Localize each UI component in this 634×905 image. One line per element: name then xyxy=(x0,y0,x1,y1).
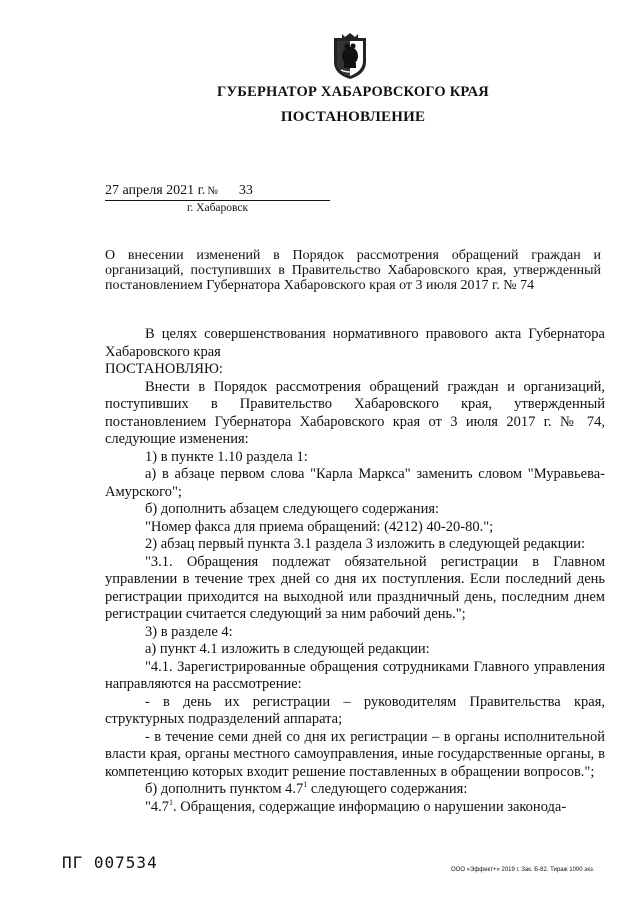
paragraph-13: б) дополнить пунктом $4.7^1$ следующего содержания: xyxy=(145,780,468,797)
date-number-line xyxy=(105,183,274,199)
paragraph-6: 2) абзац первый пункта 3.1 раздела 3 изложить в следующей редакции: xyxy=(145,536,586,552)
printer-note: ООО «Эффект+» 2019 г. Зак. Б-82. Тираж 1000 экз. xyxy=(451,867,595,873)
issue-city: г. Хабаровск xyxy=(187,202,249,214)
document-number: 33 xyxy=(238,183,253,198)
document-type: ПОСТАНОВЛЕНИЕ xyxy=(280,109,426,125)
paragraph-decree: ПОСТАНОВЛЯЮ: xyxy=(105,361,223,377)
paragraph-8: 3) в разделе 4: xyxy=(145,623,233,640)
paragraph-10: "4.1. Зарегистрированные обращения сотрудниками Главного управления направляются на рассмотрение: xyxy=(105,658,605,692)
paragraph-7: "3.1. Обращения подлежат обязательной регистрации в Главном управлении в течение трех дней со дня их поступления. Если последний день регистрации приходится на выходной или праздничный день, последним днем регистрации считается следующий за ним рабочий день."; xyxy=(105,553,605,622)
number-label: № xyxy=(207,185,218,197)
paragraph-14: "$4.7^1$. Обращения, содержащие информацию о нарушении законода- xyxy=(145,797,567,815)
issuing-authority: ГУБЕРНАТОР ХАБАРОВСКОГО КРАЯ xyxy=(217,84,489,100)
paragraph-4: б) дополнить абзацем следующего содержания: xyxy=(145,501,440,517)
paragraph-1: Внести в Порядок рассмотрения обращений граждан и организаций, поступивших в Правительство Хабаровского края, утвержденный постановлением Губернатора Хабаровского края от 3 июля 2017 г. № 74, следующие изменения: xyxy=(105,378,605,447)
paragraph-11: - в день их регистрации – руководителям Правительства края, структурных подразделений аппарата; xyxy=(105,693,605,727)
paragraph-12: - в течение семи дней со дня их регистрации – в органы исполнительной власти края, органы местного самоуправления, иные государственные органы, в компетенцию которых входит решение поставленных в обращении вопросов."; xyxy=(105,728,605,780)
form-series-code: ПГ 007534 xyxy=(62,853,158,872)
paragraph-5: "Номер факса для приема обращений: (4212) 40-20-80."; xyxy=(145,518,494,535)
paragraph-3: а) в абзаце первом слова "Карла Маркса" заменить словом "Муравьева-Амурского"; xyxy=(105,466,605,500)
khabarovsk-coat-of-arms-icon xyxy=(330,32,370,80)
paragraph-9: а) пункт 4.1 изложить в следующей редакции: xyxy=(145,641,430,657)
document-date: 27 апреля 2021 г. xyxy=(105,183,206,198)
paragraph-2: 1) в пункте 1.10 раздела 1: xyxy=(145,448,308,465)
paragraph-intro: В целях совершенствования нормативного правового акта Губернатора Хабаровского края xyxy=(105,326,605,360)
document-body xyxy=(105,326,605,816)
document-subject: О внесении изменений в Порядок рассмотрения обращений граждан и организаций, поступивших в Правительство Хабаровского края, утвержденный постановлением Губернатора Хабаровского края от 3 июля 2017 г. № 74 xyxy=(105,248,601,293)
date-underline xyxy=(105,200,330,201)
